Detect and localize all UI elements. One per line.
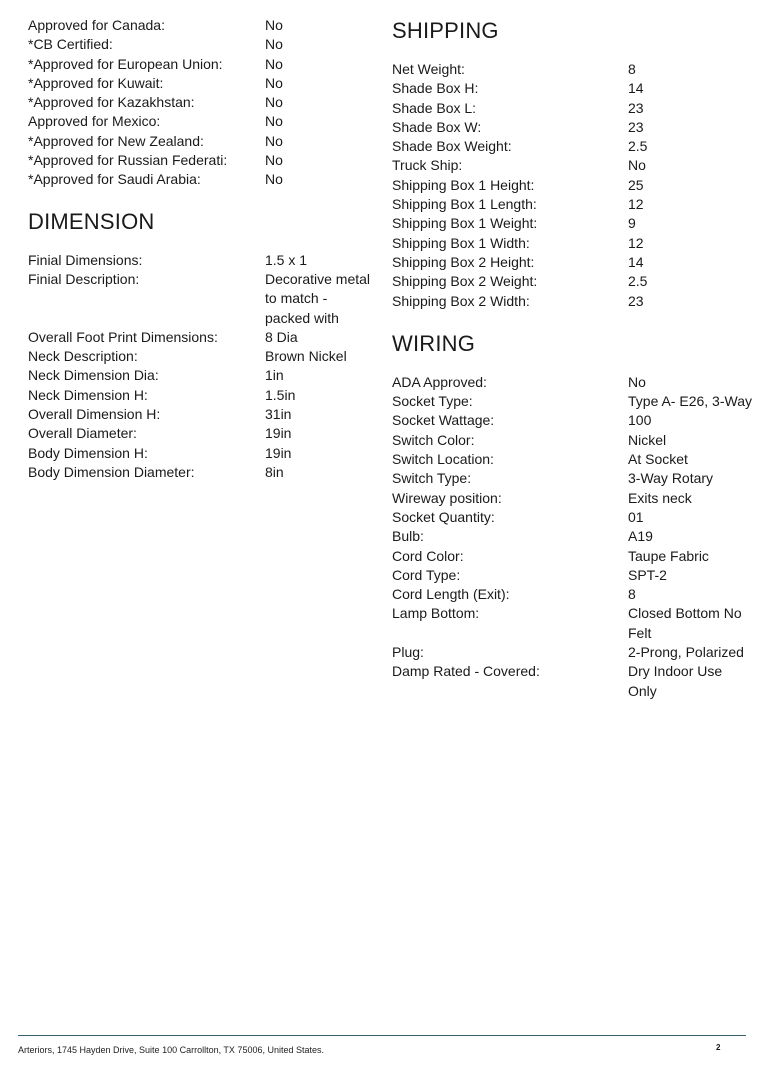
- spec-value: No: [265, 17, 283, 33]
- spec-value: 23: [628, 292, 644, 309]
- spec-row: [28, 444, 373, 463]
- spec-value: Nickel: [628, 431, 667, 448]
- spec-label: *Approved for Kuwait:: [28, 74, 164, 91]
- spec-row: [28, 424, 373, 443]
- spec-row: [392, 176, 752, 195]
- spec-label: Damp Rated - Covered:: [392, 663, 540, 680]
- spec-value: 2.5: [628, 273, 648, 290]
- spec-value: Closed Bottom No Felt: [628, 605, 742, 641]
- spec-value: 01: [628, 508, 644, 525]
- spec-row: [28, 74, 373, 93]
- spec-value: 8in: [265, 463, 284, 480]
- spec-label: Shipping Box 1 Width:: [392, 234, 530, 251]
- spec-label: Overall Dimension H:: [28, 406, 161, 423]
- spec-row: [392, 508, 752, 527]
- spec-label: Approved for Canada:: [28, 17, 165, 33]
- spec-value: 12: [628, 196, 644, 213]
- spec-label: Switch Color:: [392, 431, 475, 448]
- spec-row: [392, 662, 752, 701]
- spec-label: Shipping Box 2 Weight:: [392, 273, 538, 290]
- spec-row: [28, 112, 373, 131]
- spec-row: [28, 328, 373, 347]
- spec-label: Bulb:: [392, 528, 424, 545]
- spec-value: 9: [628, 215, 636, 232]
- spec-value: Brown Nickel: [265, 348, 347, 365]
- spec-label: Wireway position:: [392, 489, 502, 506]
- spec-row: [28, 463, 373, 482]
- spec-row: [392, 604, 752, 643]
- spec-label: Finial Dimensions:: [28, 251, 143, 268]
- spec-row: [392, 156, 752, 175]
- spec-value: 23: [628, 118, 644, 135]
- spec-value: Taupe Fabric: [628, 547, 709, 564]
- spec-label: *Approved for Saudi Arabia:: [28, 171, 201, 188]
- spec-value: 25: [628, 176, 644, 193]
- dimension-list: [28, 251, 373, 483]
- spec-value: Exits neck: [628, 489, 692, 506]
- spec-value: 19in: [265, 425, 292, 442]
- spec-label: Shade Box W:: [392, 118, 482, 135]
- spec-label: *Approved for Kazakhstan:: [28, 94, 195, 111]
- spec-value: No: [265, 36, 283, 53]
- spec-value: 14: [628, 80, 644, 97]
- spec-row: [28, 35, 373, 54]
- spec-value: No: [265, 94, 283, 111]
- spec-value: SPT-2: [628, 566, 667, 583]
- spec-row: [392, 99, 752, 118]
- spec-row: [28, 405, 373, 424]
- spec-value: 2.5: [628, 138, 648, 155]
- shipping-list: [392, 60, 752, 311]
- spec-label: Body Dimension Diameter:: [28, 463, 195, 480]
- spec-label: Shipping Box 1 Length:: [392, 196, 537, 213]
- spec-value: 100: [628, 412, 652, 429]
- spec-value: 1in: [265, 367, 284, 384]
- spec-label: Truck Ship:: [392, 157, 463, 174]
- page-number: 2: [716, 1043, 721, 1052]
- spec-value: No: [628, 157, 646, 174]
- spec-label: Cord Type:: [392, 566, 461, 583]
- spec-row: [392, 392, 752, 411]
- spec-label: Switch Location:: [392, 451, 494, 468]
- footer-address: Arteriors, 1745 Hayden Drive, Suite 100 Carrollton, TX 75006, United States.: [18, 1045, 324, 1055]
- spec-label: *CB Certified:: [28, 36, 113, 53]
- spec-row: [392, 292, 752, 311]
- spec-value: 2-Prong, Polarized: [628, 644, 744, 661]
- spec-label: Body Dimension H:: [28, 444, 148, 461]
- spec-value: 31in: [265, 406, 292, 423]
- spec-value: Dry Indoor Use Only: [628, 663, 723, 699]
- spec-label: Socket Type:: [392, 393, 473, 410]
- spec-value: 8: [628, 586, 636, 603]
- spec-value: Decorative metal to match - packed with: [265, 270, 371, 326]
- wiring-list: [392, 373, 752, 701]
- spec-label: Neck Dimension H:: [28, 386, 148, 403]
- spec-label: Cord Color:: [392, 547, 464, 564]
- approvals-list: [28, 16, 373, 190]
- spec-value: No: [265, 113, 283, 130]
- spec-label: Socket Wattage:: [392, 412, 495, 429]
- spec-value: 1.5in: [265, 386, 296, 403]
- spec-row: [392, 79, 752, 98]
- spec-row: [392, 234, 752, 253]
- wiring-heading: WIRING: [392, 330, 476, 356]
- spec-row: [392, 411, 752, 430]
- spec-label: Socket Quantity:: [392, 508, 495, 525]
- spec-row: [392, 547, 752, 566]
- spec-value: 12: [628, 234, 644, 251]
- shipping-heading: SHIPPING: [392, 18, 499, 43]
- spec-row: [28, 366, 373, 385]
- spec-label: *Approved for New Zealand:: [28, 132, 204, 149]
- spec-value: No: [628, 373, 646, 390]
- spec-row: [392, 60, 752, 79]
- spec-value: Type A- E26, 3-Way: [628, 393, 752, 410]
- spec-label: Approved for Mexico:: [28, 113, 161, 130]
- spec-value: 3-Way Rotary: [628, 470, 714, 487]
- spec-label: Neck Dimension Dia:: [28, 367, 159, 384]
- spec-label: Neck Description:: [28, 348, 138, 365]
- spec-label: Shade Box Weight:: [392, 138, 512, 155]
- spec-row: [392, 137, 752, 156]
- spec-label: Net Weight:: [392, 61, 465, 77]
- spec-row: [392, 373, 752, 392]
- spec-label: Shipping Box 2 Width:: [392, 292, 530, 309]
- spec-row: [28, 347, 373, 366]
- spec-row: [28, 93, 373, 112]
- spec-label: Lamp Bottom:: [392, 605, 480, 622]
- spec-row: [28, 170, 373, 189]
- spec-value: No: [265, 152, 283, 169]
- spec-label: Shade Box H:: [392, 80, 479, 97]
- spec-value: No: [265, 74, 283, 91]
- spec-label: Plug:: [392, 644, 424, 661]
- spec-value: 14: [628, 253, 644, 270]
- spec-row: [392, 118, 752, 137]
- spec-row: [392, 214, 752, 233]
- spec-value: 23: [628, 99, 644, 116]
- spec-row: [28, 55, 373, 74]
- spec-row: [392, 195, 752, 214]
- spec-label: Finial Description:: [28, 270, 140, 287]
- spec-value: 8 Dia: [265, 328, 298, 345]
- spec-row: [28, 132, 373, 151]
- spec-row: [392, 643, 752, 662]
- spec-row: [392, 450, 752, 469]
- footer-divider: [18, 1035, 746, 1036]
- spec-value: No: [265, 171, 283, 188]
- right-column: [392, 16, 752, 701]
- spec-label: Shade Box L:: [392, 99, 477, 116]
- spec-row: [392, 566, 752, 585]
- spec-label: Overall Foot Print Dimensions:: [28, 328, 218, 345]
- spec-row: [28, 251, 373, 270]
- spec-label: Shipping Box 1 Height:: [392, 176, 535, 193]
- spec-label: Switch Type:: [392, 470, 472, 487]
- spec-row: [392, 253, 752, 272]
- spec-value: 8: [628, 61, 636, 77]
- spec-value: 1.5 x 1: [265, 251, 308, 268]
- dimension-heading: DIMENSION: [28, 208, 155, 234]
- spec-label: Shipping Box 1 Weight:: [392, 215, 538, 232]
- spec-row: [28, 270, 373, 328]
- spec-row: [392, 431, 752, 450]
- spec-value: No: [265, 55, 283, 72]
- spec-value: At Socket: [628, 451, 688, 468]
- left-column: [28, 16, 373, 482]
- spec-label: ADA Approved:: [392, 373, 487, 390]
- spec-label: Shipping Box 2 Height:: [392, 253, 535, 270]
- spec-row: [392, 489, 752, 508]
- spec-label: Overall Diameter:: [28, 425, 137, 442]
- spec-row: [392, 527, 752, 546]
- spec-value: A19: [628, 528, 653, 545]
- spec-row: [392, 585, 752, 604]
- spec-row: [392, 272, 752, 291]
- spec-row: [28, 151, 373, 170]
- spec-row: [392, 469, 752, 488]
- spec-label: *Approved for European Union:: [28, 55, 223, 72]
- spec-label: Cord Length (Exit):: [392, 586, 510, 603]
- spec-row: [28, 16, 373, 35]
- spec-value: No: [265, 132, 283, 149]
- spec-label: *Approved for Russian Federati:: [28, 152, 228, 169]
- spec-row: [28, 386, 373, 405]
- spec-value: 19in: [265, 444, 292, 461]
